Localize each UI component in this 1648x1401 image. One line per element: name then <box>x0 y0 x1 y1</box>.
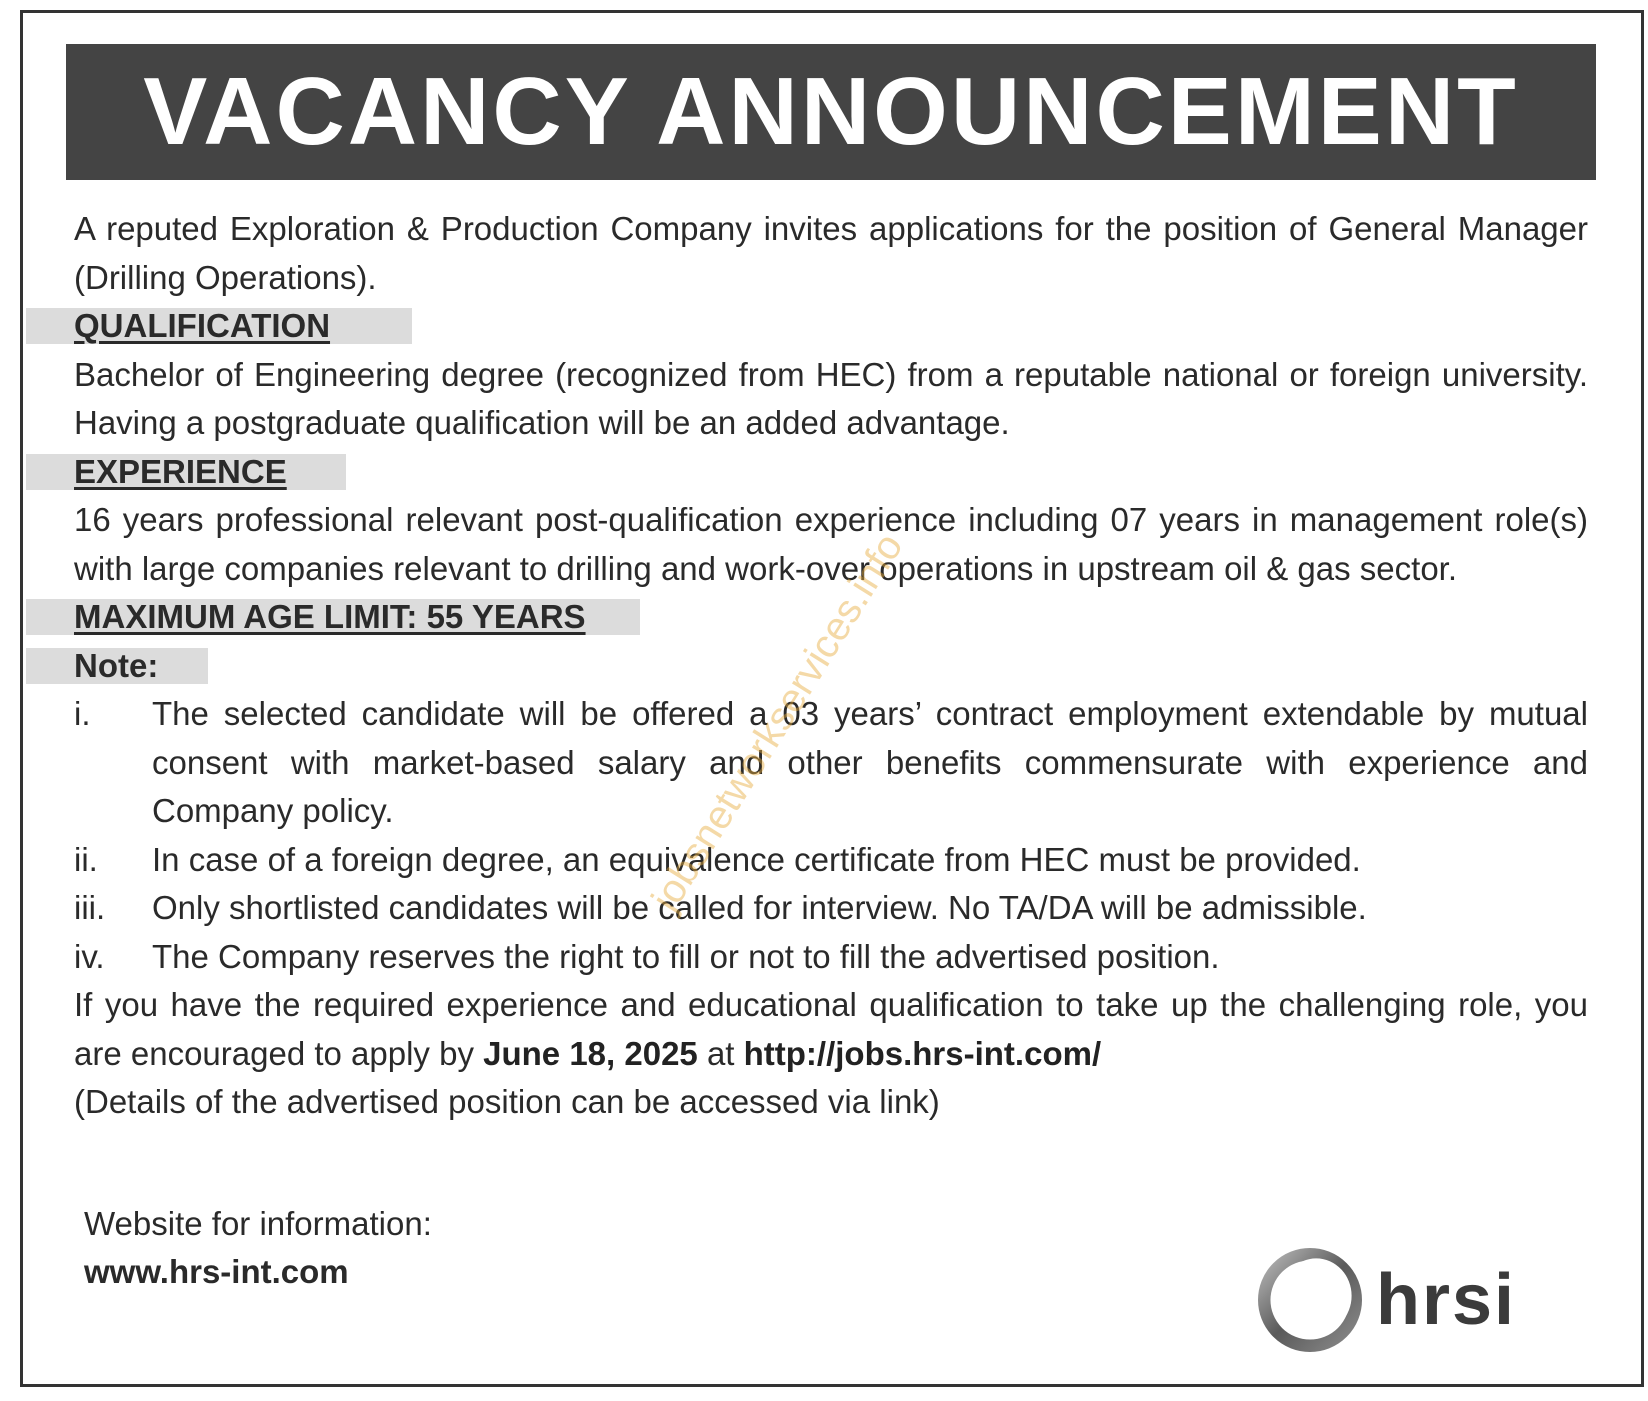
apply-link[interactable]: http://jobs.hrs-int.com/ <box>743 1034 1102 1072</box>
note-text: The Company reserves the right to fill or not to fill the advertised position. <box>152 937 1220 975</box>
apply-at: at <box>697 1034 744 1072</box>
page-title: VACANCY ANNOUNCEMENT <box>143 58 1519 165</box>
note-heading-text: Note: <box>74 646 159 684</box>
apply-text: If you have the required experience and educational qualification to take up the challenging role, you are encouraged to apply by <box>74 986 1588 1072</box>
watermark: jobsnetworkservices.info <box>643 525 912 919</box>
note-text: The selected candidate will be offered a 03 years’ contract employment extendable by mutual consent with market-based salary and other benefits commensurate with experience and Company policy. <box>152 695 1588 829</box>
note-text: Only shortlisted candidates will be called for interview. No TA/DA will be admissible. <box>152 889 1367 926</box>
experience-heading-text: EXPERIENCE <box>74 452 287 490</box>
hrsi-logo <box>1258 1248 1558 1352</box>
age-limit-heading <box>74 593 1588 642</box>
qualification-heading <box>74 302 1588 351</box>
qualification-text: Bachelor of Engineering degree (recognized from HEC) from a reputable national or foreign university. Having a postgraduate qualification will be an added advantage. <box>74 355 1588 441</box>
experience-text: 16 years professional relevant post-qualification experience including 07 years in management role(s) with large companies relevant to drilling and work-over operations in upstream oil & gas sector. <box>74 501 1588 587</box>
logo-ring-icon <box>1258 1248 1362 1352</box>
note-heading <box>74 642 1588 691</box>
note-list <box>74 690 1588 981</box>
intro-paragraph: A reputed Exploration & Production Company invites applications for the position of General Manager (Drilling Operations). <box>74 210 1588 296</box>
footer <box>84 1200 432 1296</box>
details-note: (Details of the advertised position can be accessed via link) <box>74 1083 940 1120</box>
deadline: June 18, 2025 <box>483 1034 698 1072</box>
apply-paragraph <box>74 981 1588 1078</box>
note-number: ii. <box>74 840 98 878</box>
ad-body <box>74 205 1588 1127</box>
website-link[interactable]: www.hrs-int.com <box>84 1253 349 1290</box>
note-number: i. <box>74 695 91 732</box>
title-banner <box>66 44 1596 180</box>
logo-wordmark: hrsi <box>1376 1260 1517 1340</box>
note-number: iv. <box>74 937 105 975</box>
note-text: In case of a foreign degree, an equivalence certificate from HEC must be provided. <box>152 840 1361 878</box>
website-label: Website for information: <box>84 1205 432 1242</box>
note-item <box>74 690 1588 836</box>
age-limit-text: MAXIMUM AGE LIMIT: 55 YEARS <box>74 598 586 635</box>
experience-heading <box>74 448 1588 497</box>
note-number: iii. <box>74 889 106 926</box>
note-item <box>74 884 1588 933</box>
qualification-heading-text: QUALIFICATION <box>74 307 331 344</box>
note-item <box>74 836 1588 885</box>
note-item <box>74 933 1588 982</box>
